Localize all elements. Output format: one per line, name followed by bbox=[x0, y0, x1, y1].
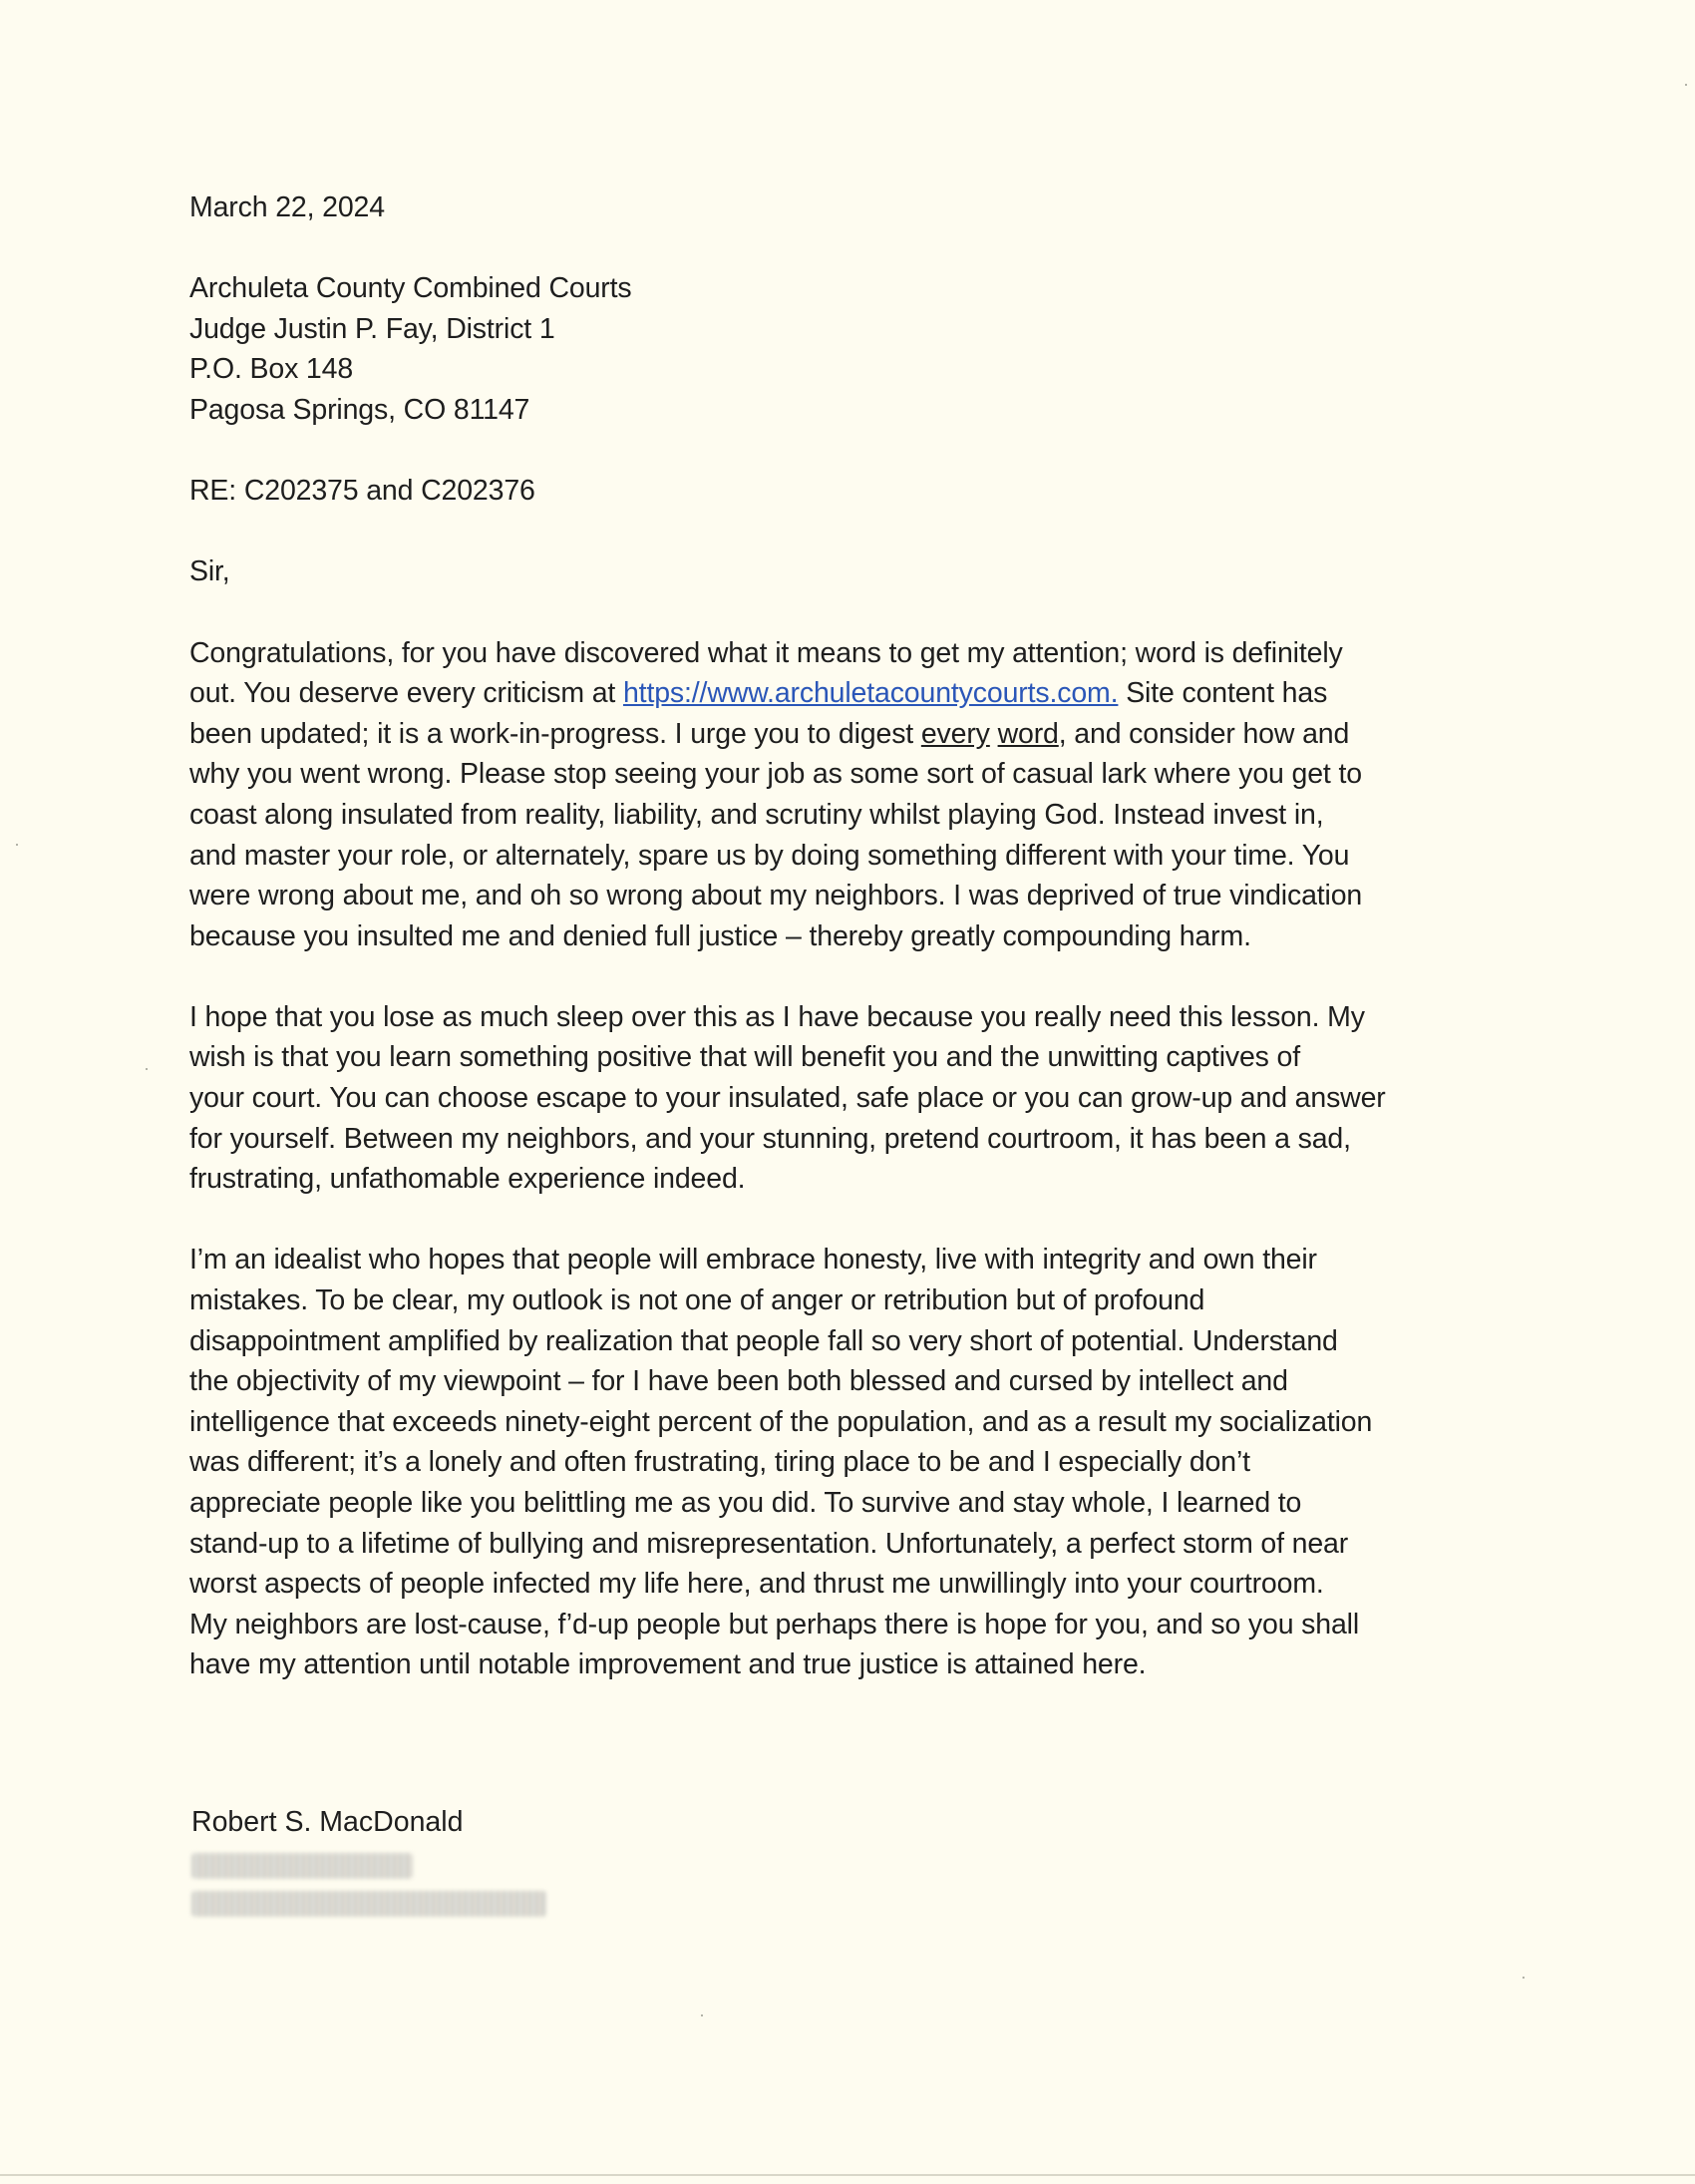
paragraph-line: appreciate people like you belittling me as you did. To survive and stay whole, I learned to bbox=[189, 1487, 1302, 1519]
paragraph-line: your court. You can choose escape to your insulated, safe place or you can grow-up and answer bbox=[189, 1082, 1386, 1115]
case-reference: RE: C202375 and C202376 bbox=[189, 475, 535, 508]
scan-speck bbox=[16, 844, 18, 846]
paragraph-line: mistakes. To be clear, my outlook is not one of anger or retribution but of profound bbox=[189, 1284, 1205, 1317]
paragraph-line: My neighbors are lost-cause, f’d-up people but perhaps there is hope for you, and so you shall bbox=[189, 1608, 1360, 1640]
date-line: March 22, 2024 bbox=[189, 191, 385, 223]
underlined-word: every bbox=[920, 717, 990, 750]
paragraph-line: was different; it’s a lonely and often frustrating, tiring place to be and I especially don’t bbox=[189, 1446, 1250, 1479]
letter-body bbox=[189, 187, 1516, 1685]
page-edge bbox=[0, 2174, 1695, 2176]
redacted-address-line bbox=[191, 1891, 546, 1917]
text-segment: , and consider how and bbox=[1058, 717, 1350, 750]
recipient-address bbox=[189, 268, 1516, 430]
scan-speck bbox=[1523, 1977, 1525, 1979]
paragraph-line bbox=[189, 714, 1516, 755]
paragraph-line: stand-up to a lifetime of bullying and misrepresentation. Unfortunately, a perfect storm of near bbox=[189, 1527, 1349, 1560]
signature-name: Robert S. MacDonald bbox=[191, 1806, 464, 1838]
text-segment: out. You deserve every criticism at bbox=[189, 677, 623, 710]
address-line: Judge Justin P. Fay, District 1 bbox=[189, 312, 555, 345]
text-segment: been updated; it is a work-in-progress. I urge you to digest bbox=[189, 717, 921, 750]
paragraph-3 bbox=[189, 1240, 1516, 1685]
reference-line bbox=[189, 471, 1516, 512]
address-line: P.O. Box 148 bbox=[189, 353, 354, 386]
address-line: Pagosa Springs, CO 81147 bbox=[189, 393, 530, 426]
paragraph-1 bbox=[189, 633, 1516, 957]
scan-speck bbox=[1685, 84, 1687, 86]
salutation-text: Sir, bbox=[189, 555, 230, 588]
paragraph-line: why you went wrong. Please stop seeing your job as some sort of casual lark where you get to bbox=[189, 758, 1362, 791]
paragraph-line: disappointment amplified by realization that people fall so very short of potential. Understand bbox=[189, 1324, 1338, 1357]
letter-date bbox=[189, 187, 1516, 228]
paragraph-line: wish is that you learn something positive that will benefit you and the unwitting captives of bbox=[189, 1041, 1301, 1074]
paragraph-line: intelligence that exceeds ninety-eight percent of the population, and as a result my socialization bbox=[189, 1405, 1373, 1438]
scan-speck bbox=[146, 1068, 148, 1070]
address-line: Archuleta County Combined Courts bbox=[189, 272, 632, 305]
redacted-address-line bbox=[191, 1853, 413, 1879]
salutation bbox=[189, 551, 1516, 592]
website-link[interactable]: https://www.archuletacountycourts.com. bbox=[622, 677, 1119, 710]
text-segment: Site content has bbox=[1118, 677, 1328, 710]
paragraph-line: the objectivity of my viewpoint – for I have been both blessed and cursed by intellect and bbox=[189, 1365, 1288, 1398]
paragraph-line: for yourself. Between my neighbors, and your stunning, pretend courtroom, it has been a sad, bbox=[189, 1122, 1351, 1155]
paragraph-line: frustrating, unfathomable experience indeed. bbox=[189, 1163, 746, 1196]
scan-speck bbox=[701, 2014, 703, 2016]
paragraph-line: because you insulted me and denied full justice – thereby greatly compounding harm. bbox=[189, 919, 1251, 952]
paragraph-line: have my attention until notable improvement and true justice is attained here. bbox=[189, 1648, 1147, 1681]
paragraph-line: Congratulations, for you have discovered what it means to get my attention; word is definitely bbox=[189, 636, 1343, 669]
paragraph-line: I’m an idealist who hopes that people will embrace honesty, live with integrity and own their bbox=[189, 1244, 1317, 1276]
paragraph-line bbox=[189, 673, 1516, 714]
paragraph-line: coast along insulated from reality, liability, and scrutiny whilst playing God. Instead invest in, bbox=[189, 798, 1324, 831]
paragraph-line: were wrong about me, and oh so wrong about my neighbors. I was deprived of true vindication bbox=[189, 880, 1363, 912]
signature-block bbox=[191, 1802, 546, 1917]
paragraph-line: I hope that you lose as much sleep over this as I have because you really need this lesson. My bbox=[189, 1000, 1365, 1033]
paragraph-line: worst aspects of people infected my life here, and thrust me unwillingly into your courtroom. bbox=[189, 1568, 1324, 1601]
paragraph-2 bbox=[189, 997, 1516, 1200]
underlined-word: word bbox=[997, 717, 1059, 750]
paragraph-line: and master your role, or alternately, spare us by doing something different with your time. You bbox=[189, 839, 1350, 872]
